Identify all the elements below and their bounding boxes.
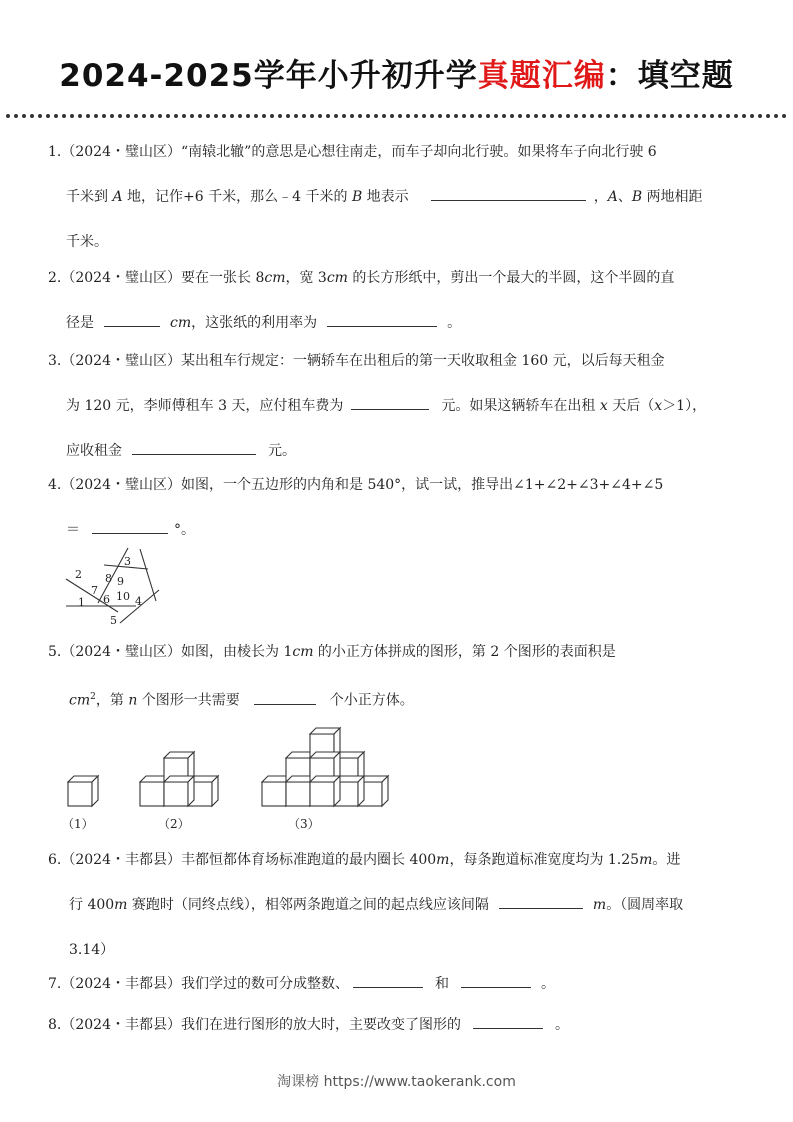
angle-label: 10 xyxy=(116,590,130,603)
title-highlight: 真题汇编 xyxy=(477,58,606,94)
question-text: 径是 xyxy=(66,315,94,331)
question-text: ，第 xyxy=(95,692,129,709)
question-text: 元。 xyxy=(268,443,296,459)
title-suffix: ：填空题 xyxy=(605,58,734,94)
question-7 xyxy=(48,962,748,1007)
unit-exponent: 2 xyxy=(90,692,96,702)
question-number: 8. xyxy=(48,1017,62,1033)
footer-text: 淘课榜 https://www.taokerank.com xyxy=(277,1074,516,1090)
answer-blank[interactable] xyxy=(461,971,531,988)
question-text: 如图，一个五边形的内角和是 540°，试一试，推导出∠1+∠2+∠3+∠4+∠5 xyxy=(181,477,664,493)
question-text: °。 xyxy=(174,522,195,538)
cube-figure-2 xyxy=(140,752,218,806)
question-number: 2. xyxy=(48,270,62,286)
question-source: （2024・璧山区） xyxy=(61,353,181,369)
variable: x xyxy=(654,398,663,414)
question-text: 丰都恒都体育场标准跑道的最内圈长 400 xyxy=(181,852,437,868)
question-source: （2024・璧山区） xyxy=(61,144,181,160)
question-text: 我们在进行图形的放大时，主要改变了图形的 xyxy=(181,1017,461,1033)
question-text: ， xyxy=(593,189,608,205)
angle-label: 2 xyxy=(75,568,82,581)
unit: cm xyxy=(264,270,286,286)
question-number: 5. xyxy=(48,644,62,660)
question-text: 、 xyxy=(617,189,632,205)
question-4 xyxy=(48,463,748,553)
variable: x xyxy=(599,398,608,414)
cube-figure-1 xyxy=(68,776,98,806)
question-text: 个小正方体。 xyxy=(329,692,414,709)
question-text: 个图形一共需要 xyxy=(137,692,240,709)
question-text: ，每条跑道标准宽度均为 1.25 xyxy=(449,852,640,868)
question-text: ＝ xyxy=(66,522,80,538)
unit: cm xyxy=(326,270,348,286)
answer-blank[interactable] xyxy=(351,393,429,410)
question-text: 如图，由棱长为 1 xyxy=(181,644,293,660)
cube-figure-3 xyxy=(262,728,388,806)
question-text: 3.14） xyxy=(69,942,115,958)
figure-label: （3） xyxy=(288,817,320,831)
question-text: 。进 xyxy=(652,852,681,868)
angle-label: 3 xyxy=(124,555,131,568)
unit: m xyxy=(639,852,653,868)
angle-label: 6 xyxy=(103,593,110,606)
question-number: 7. xyxy=(48,976,62,992)
unit: m xyxy=(114,897,128,913)
answer-blank[interactable] xyxy=(431,184,586,201)
angle-label: 4 xyxy=(135,595,142,608)
question-text: 千米到 xyxy=(66,189,113,205)
answer-blank[interactable] xyxy=(327,310,437,327)
question-text: 某出租车行规定：一辆轿车在出租后的第一天收取租金 160 元，以后每天租金 xyxy=(181,353,665,369)
question-source: （2024・璧山区） xyxy=(61,477,181,493)
variable: B xyxy=(631,189,643,205)
angle-label: 7 xyxy=(91,584,98,597)
question-number: 4. xyxy=(48,477,62,493)
question-text: 应收租金 xyxy=(66,443,122,459)
answer-blank[interactable] xyxy=(473,1012,543,1029)
answer-blank[interactable] xyxy=(499,892,583,909)
question-source: （2024・璧山区） xyxy=(61,644,181,660)
answer-blank[interactable] xyxy=(254,688,316,705)
question-text: 两地相距 xyxy=(642,189,703,205)
question-text: 的小正方体拼成的图形，第 2 个图形的表面积是 xyxy=(313,644,616,660)
question-8 xyxy=(48,1003,748,1048)
question-text: 。（圆周率取 xyxy=(606,897,684,913)
question-text: 。 xyxy=(555,1017,569,1033)
question-text: 赛跑时（同终点线），相邻两条跑道之间的起点线应该间隔 xyxy=(127,897,489,913)
question-source: （2024・丰都县） xyxy=(61,1017,181,1033)
question-source: （2024・丰都县） xyxy=(61,976,181,992)
angle-label: 8 xyxy=(105,572,112,585)
angle-label: 5 xyxy=(110,614,117,627)
question-text: 天后（ xyxy=(607,398,655,414)
question-source: （2024・丰都县） xyxy=(61,852,181,868)
question-source: （2024・璧山区） xyxy=(61,270,181,286)
title-prefix: 2024-2025学年小升初升学 xyxy=(59,58,478,94)
question-text: 和 xyxy=(435,976,449,992)
variable: B xyxy=(351,189,363,205)
unit: m xyxy=(436,852,450,868)
unit: cm xyxy=(69,692,91,709)
question-text: 。 xyxy=(447,315,462,331)
question-text: 行 400 xyxy=(69,897,115,913)
question-1 xyxy=(48,130,748,265)
angle-label: 1 xyxy=(78,596,85,609)
question-number: 6. xyxy=(48,852,62,868)
question-text: 地，记作+6 千米，那么﹣4 千米的 xyxy=(122,189,352,205)
question-number: 3. xyxy=(48,353,62,369)
unit: cm xyxy=(292,644,314,660)
unit: cm xyxy=(170,315,192,331)
unit: m xyxy=(592,897,607,913)
question-text: 地表示 xyxy=(362,189,409,205)
answer-blank[interactable] xyxy=(92,517,168,534)
question-6 xyxy=(48,838,748,973)
dotted-divider xyxy=(6,114,787,118)
page-title xyxy=(0,50,793,95)
question-text: 要在一张长 8 xyxy=(181,270,265,286)
figure-label: （1） xyxy=(62,817,94,831)
answer-blank[interactable] xyxy=(353,971,423,988)
answer-blank[interactable] xyxy=(132,438,256,455)
question-text: 的长方形纸中，剪出一个最大的半圆，这个半圆的直 xyxy=(347,270,675,286)
pentagon-angle-figure xyxy=(62,545,167,627)
question-text: ，宽 3 xyxy=(285,270,327,286)
question-2 xyxy=(48,256,748,346)
cube-stack-figure xyxy=(62,718,402,836)
question-number: 1. xyxy=(48,144,62,160)
question-text: ，这张纸的利用率为 xyxy=(191,315,318,331)
question-text: 为 120 元，李师傅租车 3 天，应付租车费为 xyxy=(66,398,344,414)
variable: n xyxy=(128,692,138,709)
figure-label: （2） xyxy=(158,817,190,831)
question-text: 。 xyxy=(541,976,555,992)
question-text: “南辕北辙”的意思是心想往南走，而车子却向北行驶。如果将车子向北行驶 6 xyxy=(181,144,657,160)
variable: A xyxy=(112,189,123,205)
question-text: ＞1）， xyxy=(662,398,707,414)
question-text: 元。如果这辆轿车在出租 xyxy=(441,398,600,414)
question-text: 千米。 xyxy=(66,234,108,250)
question-3 xyxy=(48,339,748,474)
question-text: 我们学过的数可分成整数、 xyxy=(181,976,349,992)
question-5 xyxy=(48,630,748,724)
answer-blank[interactable] xyxy=(104,310,160,327)
variable: A xyxy=(607,189,618,205)
angle-label: 9 xyxy=(117,575,124,588)
